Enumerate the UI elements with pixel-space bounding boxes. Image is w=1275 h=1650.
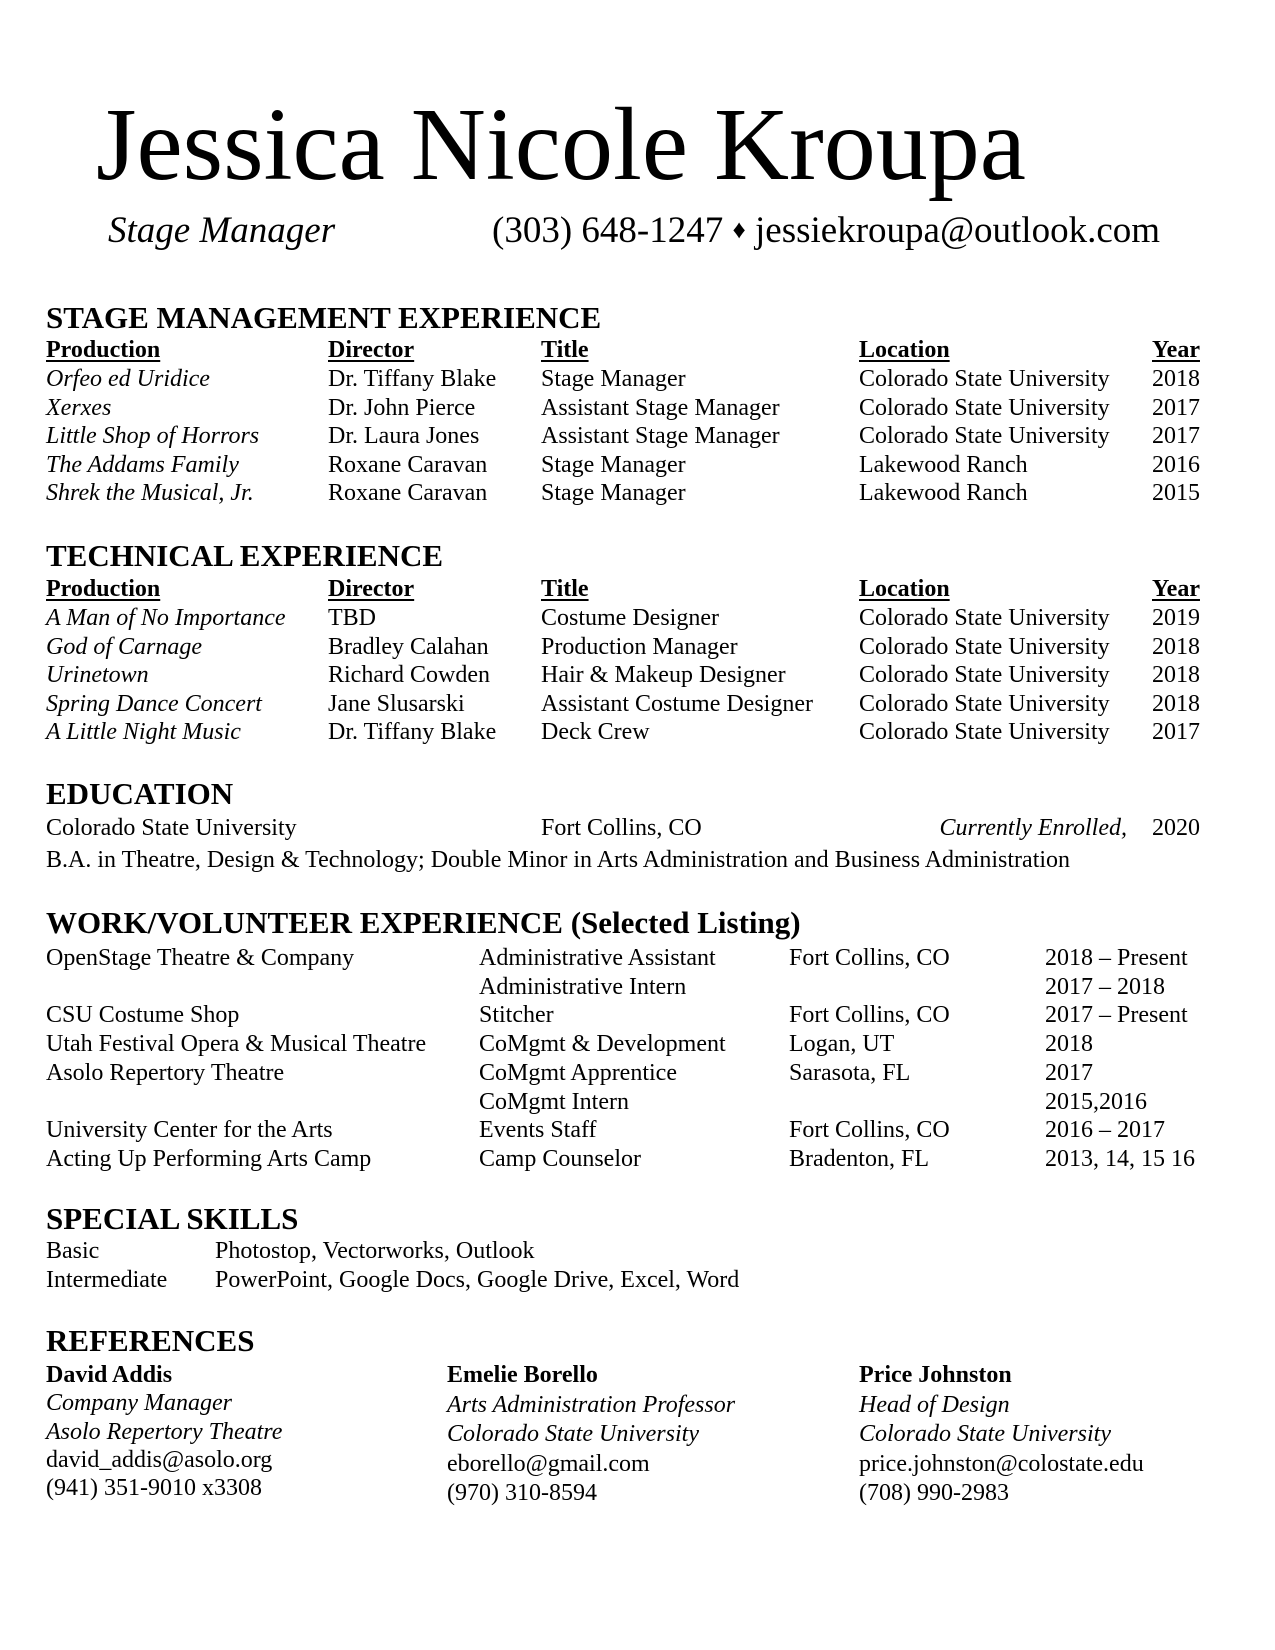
diamond-separator-icon: ♦ [732, 215, 746, 244]
table-row [0, 481, 1275, 509]
table-header-row [0, 338, 1275, 366]
cell-year: 2018 [1152, 662, 1200, 688]
cell-title: Stage Manager [541, 366, 686, 392]
enrollment-status: Currently Enrolled, [939, 815, 1127, 841]
skill-level: Basic [46, 1238, 100, 1264]
reference-email[interactable]: eborello@gmail.com [447, 1450, 650, 1477]
table-row [0, 396, 1275, 424]
cell-title: Assistant Stage Manager [541, 423, 780, 449]
degree-row [0, 848, 1275, 876]
cell-production: Urinetown [46, 662, 149, 688]
cell-title: Stage Manager [541, 451, 686, 478]
cell-title: Production Manager [541, 633, 738, 660]
column-header-production: Production [46, 576, 161, 602]
work-row [0, 975, 1275, 1003]
cell-title: Costume Designer [541, 605, 719, 631]
work-org: OpenStage Theatre & Company [46, 945, 355, 971]
job-title: Stage Manager [108, 210, 336, 251]
table-row [0, 453, 1275, 481]
cell-production: Orfeo ed Uridice [46, 366, 210, 392]
cell-title: Assistant Stage Manager [541, 394, 780, 421]
table-row [0, 606, 1275, 634]
reference-name: David Addis [46, 1362, 173, 1388]
reference-title: Head of Design [859, 1391, 1010, 1418]
column-header-title: Title [541, 576, 589, 602]
email-link[interactable]: jessiekroupa@outlook.com [755, 210, 1161, 251]
work-org: Utah Festival Opera & Musical Theatre [46, 1031, 427, 1058]
cell-year: 2017 [1152, 394, 1200, 421]
table-header-row [0, 577, 1275, 605]
cell-director: Bradley Calahan [328, 633, 489, 660]
skill-level: Intermediate [46, 1267, 168, 1293]
work-row [0, 1061, 1275, 1089]
work-years: 2018 [1045, 1031, 1093, 1058]
cell-production: The Addams Family [46, 451, 239, 478]
section-heading-work: WORK/VOLUNTEER EXPERIENCE (Selected Listing) [46, 905, 801, 940]
work-role: CoMgmt Intern [479, 1088, 629, 1115]
cell-location: Colorado State University [859, 662, 1110, 688]
work-row [0, 1032, 1275, 1060]
work-org: Asolo Repertory Theatre [46, 1059, 285, 1086]
work-role: Administrative Assistant [479, 945, 716, 971]
cell-director: TBD [328, 605, 376, 631]
skill-items: Photostop, Vectorworks, Outlook [215, 1238, 535, 1264]
table-row [0, 692, 1275, 720]
reference-email[interactable]: david_addis@asolo.org [46, 1446, 273, 1473]
education-row [0, 816, 1275, 844]
reference-name: Price Johnston [859, 1362, 1012, 1388]
contact-line [492, 212, 1160, 249]
cell-production: A Man of No Importance [46, 605, 286, 631]
cell-director: Dr. Tiffany Blake [328, 719, 497, 745]
column-header-location: Location [859, 576, 950, 602]
skill-row [0, 1268, 1275, 1296]
skill-row [0, 1239, 1275, 1267]
work-role: Events Staff [479, 1117, 597, 1144]
work-org: Acting Up Performing Arts Camp [46, 1145, 372, 1172]
cell-year: 2016 [1152, 451, 1200, 478]
work-location: Logan, UT [789, 1031, 895, 1058]
column-header-year: Year [1152, 337, 1200, 363]
cell-title: Stage Manager [541, 480, 686, 506]
reference-name: Emelie Borello [447, 1362, 598, 1388]
reference-organization: Asolo Repertory Theatre [46, 1418, 283, 1445]
work-location: Fort Collins, CO [789, 1117, 950, 1144]
cell-location: Colorado State University [859, 366, 1110, 392]
reference-email[interactable]: price.johnston@colostate.edu [859, 1450, 1144, 1477]
cell-year: 2017 [1152, 719, 1200, 745]
cell-director: Dr. Laura Jones [328, 423, 480, 449]
cell-production: Shrek the Musical, Jr. [46, 480, 254, 506]
work-org: CSU Costume Shop [46, 1002, 240, 1029]
cell-director: Dr. Tiffany Blake [328, 366, 497, 392]
work-role: Stitcher [479, 1002, 554, 1029]
school-location: Fort Collins, CO [541, 815, 702, 841]
table-row [0, 367, 1275, 395]
graduation-year: 2020 [1152, 815, 1200, 841]
work-years: 2016 – 2017 [1045, 1117, 1165, 1144]
work-years: 2018 – Present [1045, 945, 1188, 971]
work-row [0, 1147, 1275, 1175]
cell-location: Colorado State University [859, 633, 1110, 660]
cell-location: Colorado State University [859, 394, 1110, 421]
cell-production: Spring Dance Concert [46, 690, 262, 717]
cell-director: Dr. John Pierce [328, 394, 476, 421]
cell-location: Colorado State University [859, 423, 1110, 449]
column-header-production: Production [46, 337, 161, 363]
work-location: Fort Collins, CO [789, 945, 950, 971]
work-years: 2015,2016 [1045, 1088, 1147, 1115]
column-header-director: Director [328, 337, 415, 363]
work-location: Fort Collins, CO [789, 1002, 950, 1029]
degree-text: B.A. in Theatre, Design & Technology; Double Minor in Arts Administration and Business Administration [46, 847, 1071, 873]
reference-title: Company Manager [46, 1390, 232, 1417]
work-org: University Center for the Arts [46, 1117, 333, 1144]
cell-year: 2018 [1152, 366, 1200, 392]
cell-location: Lakewood Ranch [859, 480, 1028, 506]
work-row [0, 1118, 1275, 1146]
cell-year: 2017 [1152, 423, 1200, 449]
cell-title: Assistant Costume Designer [541, 690, 813, 717]
phone-number: (303) 648-1247 [492, 210, 724, 251]
reference-phone: (708) 990-2983 [859, 1480, 1009, 1506]
cell-title: Deck Crew [541, 719, 650, 745]
skill-items: PowerPoint, Google Docs, Google Drive, Excel, Word [215, 1267, 740, 1293]
section-heading-stage-management: STAGE MANAGEMENT EXPERIENCE [46, 300, 602, 335]
work-location: Bradenton, FL [789, 1145, 929, 1172]
reference-organization: Colorado State University [859, 1421, 1111, 1447]
reference-phone: (941) 351-9010 x3308 [46, 1475, 262, 1502]
cell-location: Colorado State University [859, 605, 1110, 631]
column-header-year: Year [1152, 576, 1200, 602]
column-header-location: Location [859, 337, 950, 363]
table-row [0, 720, 1275, 748]
column-header-title: Title [541, 337, 589, 363]
cell-director: Jane Slusarski [328, 690, 465, 717]
reference-phone: (970) 310-8594 [447, 1480, 597, 1506]
work-years: 2017 – 2018 [1045, 973, 1165, 1000]
reference-title: Arts Administration Professor [447, 1391, 736, 1418]
work-years: 2017 – Present [1045, 1002, 1188, 1029]
cell-production: A Little Night Music [46, 719, 241, 745]
cell-director: Richard Cowden [328, 662, 490, 688]
cell-year: 2019 [1152, 605, 1200, 631]
work-role: Camp Counselor [479, 1145, 641, 1172]
column-header-director: Director [328, 576, 415, 602]
cell-year: 2015 [1152, 480, 1200, 506]
table-row [0, 663, 1275, 691]
table-row [0, 635, 1275, 663]
section-heading-education: EDUCATION [46, 776, 234, 811]
cell-year: 2018 [1152, 690, 1200, 717]
work-years: 2017 [1045, 1059, 1093, 1086]
cell-location: Colorado State University [859, 690, 1110, 717]
section-heading-references: REFERENCES [46, 1323, 255, 1358]
school-name: Colorado State University [46, 815, 297, 841]
cell-title: Hair & Makeup Designer [541, 662, 786, 688]
table-row [0, 424, 1275, 452]
work-role: CoMgmt & Development [479, 1031, 726, 1058]
cell-production: Xerxes [46, 394, 112, 421]
cell-director: Roxane Caravan [328, 480, 488, 506]
reference-organization: Colorado State University [447, 1421, 699, 1447]
cell-location: Colorado State University [859, 719, 1110, 745]
cell-year: 2018 [1152, 633, 1200, 660]
work-row [0, 1003, 1275, 1031]
cell-production: God of Carnage [46, 633, 202, 660]
work-role: CoMgmt Apprentice [479, 1059, 677, 1086]
cell-location: Lakewood Ranch [859, 451, 1028, 478]
work-role: Administrative Intern [479, 973, 687, 1000]
resume-name: Jessica Nicole Kroupa [96, 87, 1026, 202]
work-row [0, 1090, 1275, 1118]
section-heading-technical: TECHNICAL EXPERIENCE [46, 538, 444, 573]
work-years: 2013, 14, 15 16 [1045, 1145, 1195, 1172]
section-heading-skills: SPECIAL SKILLS [46, 1201, 299, 1236]
work-location: Sarasota, FL [789, 1059, 911, 1086]
cell-production: Little Shop of Horrors [46, 423, 260, 449]
work-row [0, 946, 1275, 974]
cell-director: Roxane Caravan [328, 451, 488, 478]
